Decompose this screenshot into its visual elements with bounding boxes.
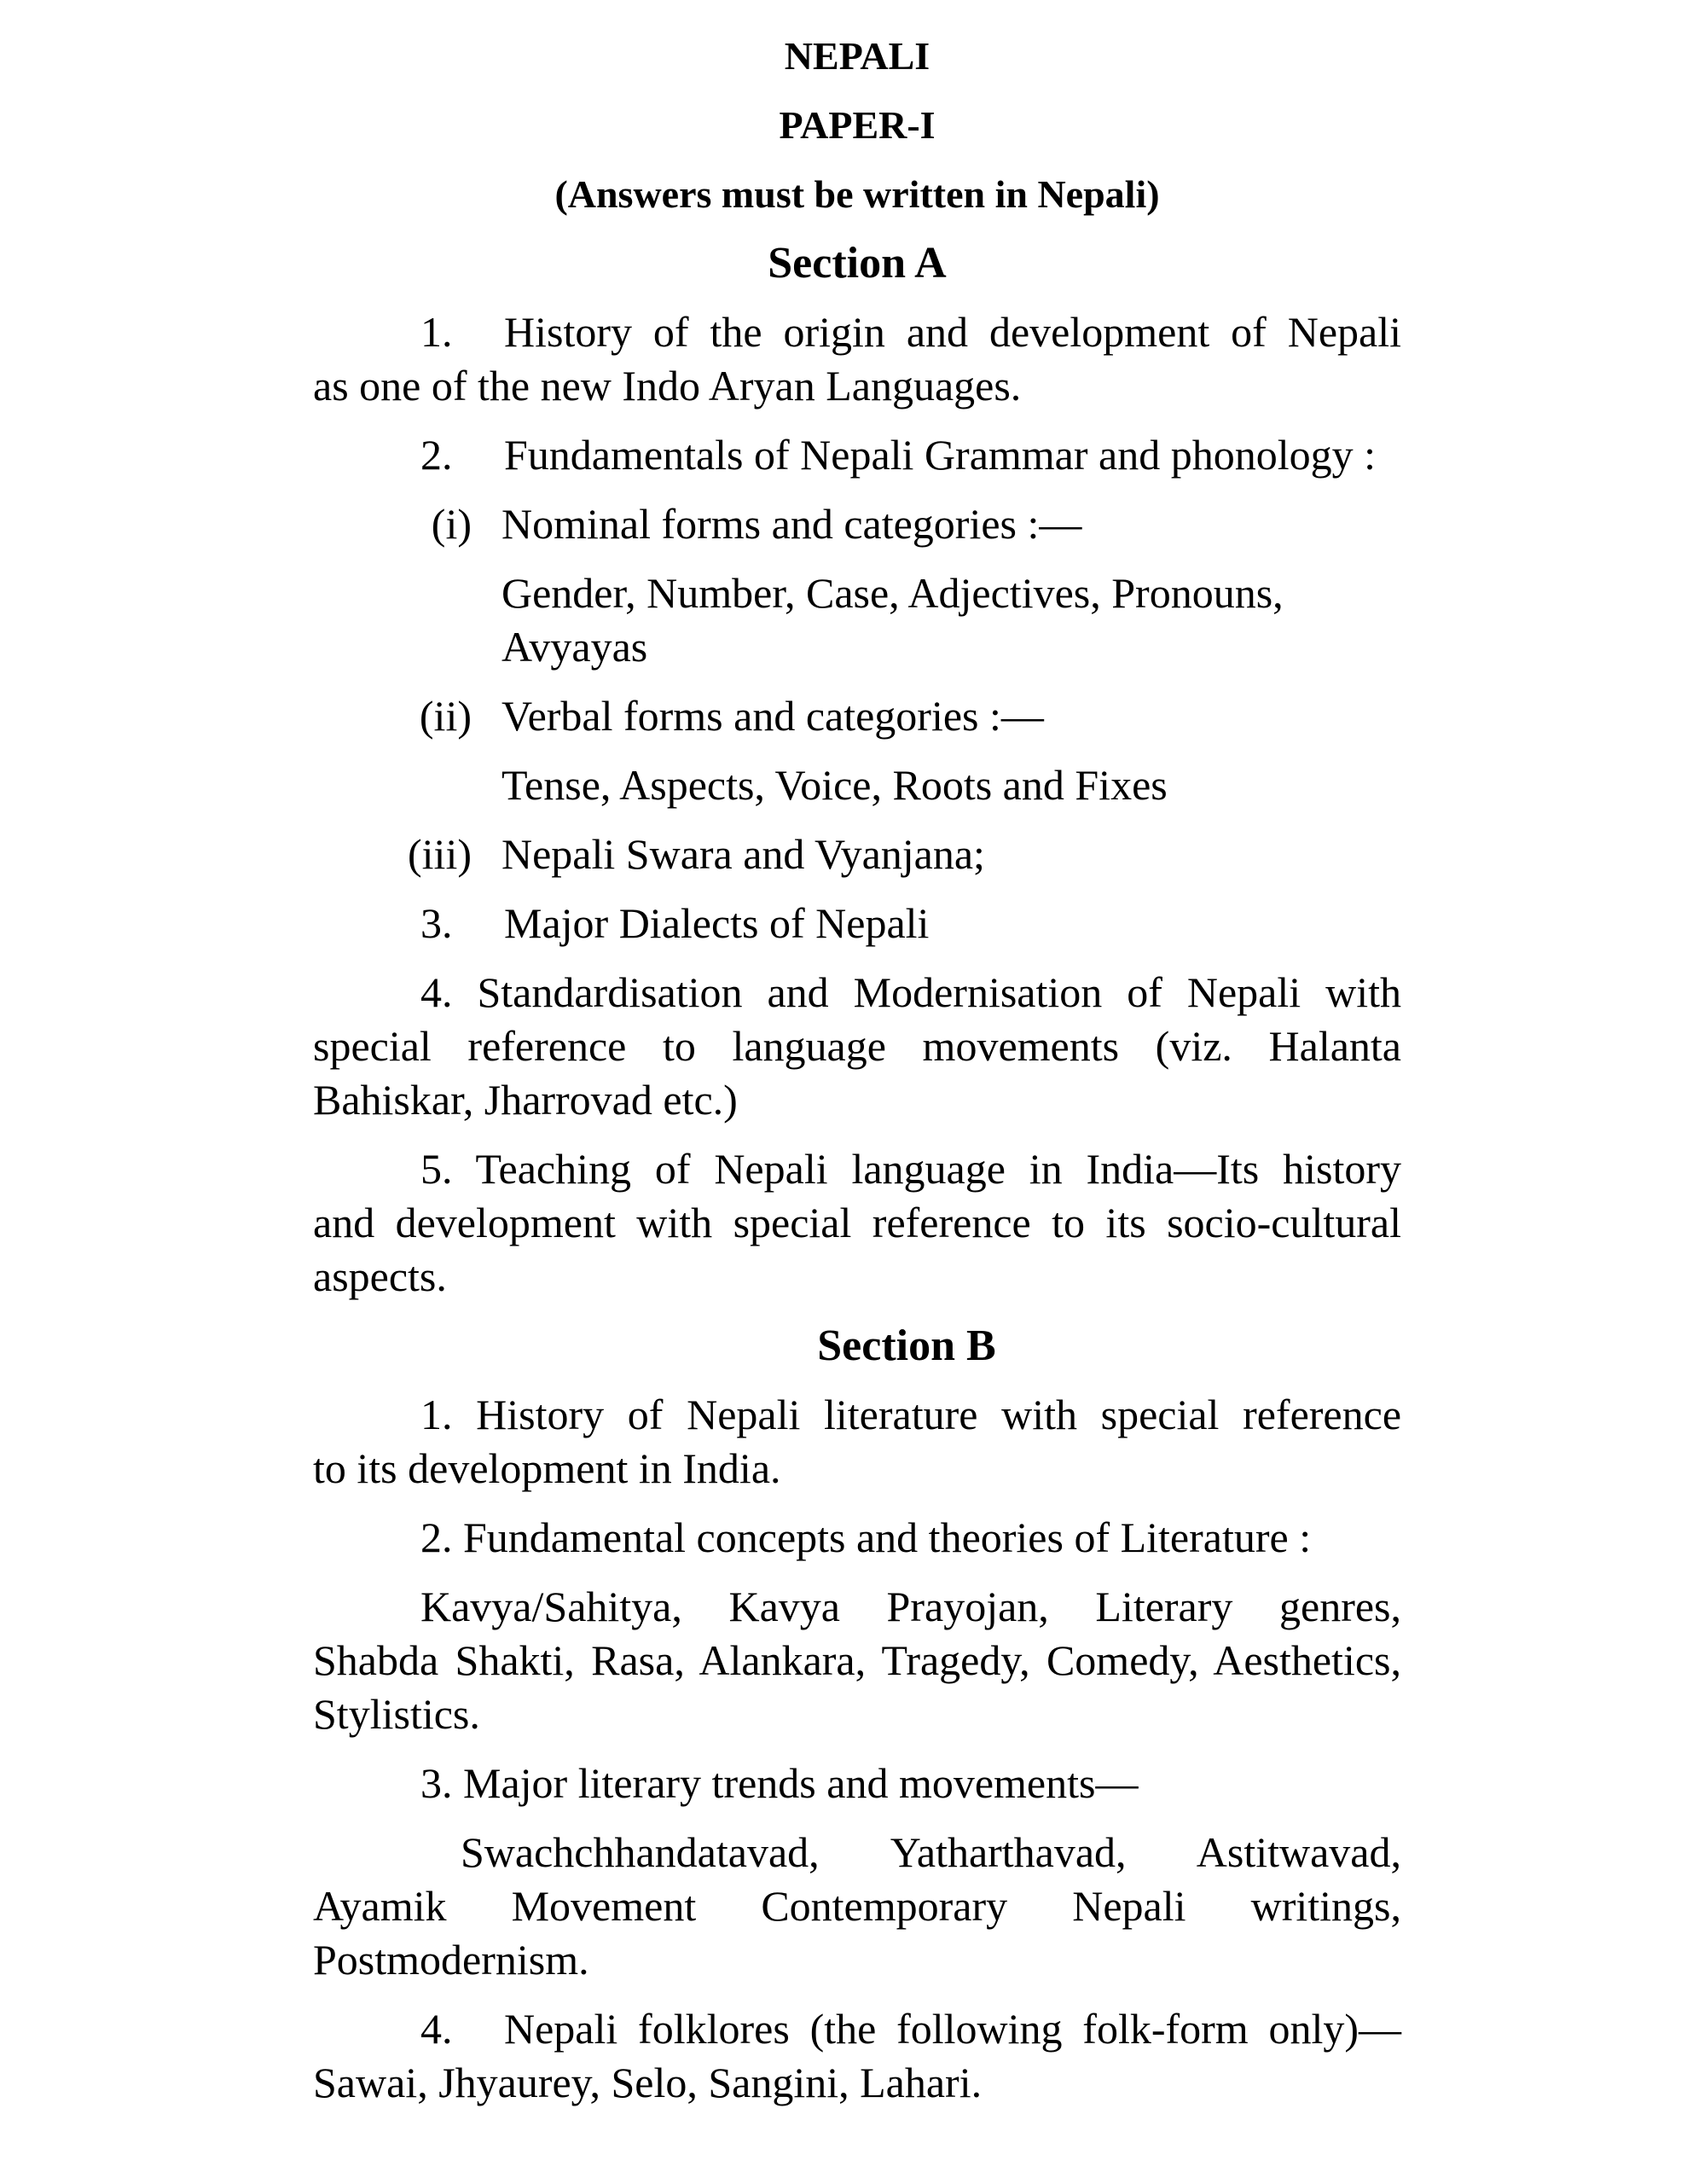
item-line	[313, 689, 1401, 743]
item-number: 1.	[420, 308, 453, 356]
item-number: 1.	[420, 1391, 453, 1438]
section-a-sub-item-i-details	[313, 566, 1401, 674]
section-a-sub-item-i	[313, 497, 1401, 551]
item-line: and development with special reference to its socio-cultural	[313, 1199, 1401, 1246]
item-line: Stylistics.	[313, 1690, 480, 1738]
item-text: Fundamental concepts and theories of Literature :	[463, 1513, 1312, 1561]
item-line: Postmodernism.	[313, 1936, 589, 1984]
item-text: Verbal forms and categories :—	[501, 692, 1044, 740]
item-text: Nominal forms and categories :—	[501, 500, 1082, 548]
item-text: Major Dialects of Nepali	[504, 899, 930, 947]
item-text: Teaching of Nepali language in India—Its history	[475, 1145, 1401, 1193]
item-line: as one of the new Indo Aryan Languages.	[313, 362, 1022, 410]
item-line: Bahiskar, Jharrovad etc.)	[313, 1076, 738, 1124]
item-line: Swachchhandatavad, Yatharthavad, Astitwavad,	[461, 1828, 1401, 1876]
section-a-item-2	[313, 428, 1401, 482]
section-a-item-4	[313, 966, 1401, 1127]
sub-item-label: (ii)	[419, 692, 472, 740]
instruction-note: (Answers must be written in Nepali)	[554, 172, 1160, 216]
section-b-item-2-details	[313, 1580, 1401, 1741]
item-line	[313, 1511, 1401, 1565]
item-text: Fundamentals of Nepali Grammar and phonology :	[504, 431, 1376, 479]
section-b-item-2	[313, 1511, 1401, 1565]
item-line: Sawai, Jhyaurey, Selo, Sangini, Lahari.	[313, 2059, 983, 2106]
paper-title: PAPER-I	[779, 103, 936, 147]
item-line: Shabda Shakti, Rasa, Alankara, Tragedy, Comedy, Aesthetics,	[313, 1636, 1401, 1684]
item-number: 5.	[420, 1145, 453, 1193]
section-a-item-5	[313, 1142, 1401, 1304]
item-number: 3.	[420, 1759, 453, 1807]
item-line: Ayamik Movement Contemporary Nepali writings,	[313, 1882, 1401, 1930]
item-text: History of the origin and development of Nepali	[504, 308, 1401, 356]
section-b-item-3	[313, 1757, 1401, 1810]
section-b-heading: Section B	[817, 1321, 996, 1370]
item-line	[313, 497, 1401, 551]
item-line: Tense, Aspects, Voice, Roots and Fixes	[501, 761, 1168, 809]
item-line	[313, 1388, 1401, 1442]
item-line	[313, 428, 1401, 482]
item-text: Nepali Swara and Vyanjana;	[501, 830, 985, 878]
item-line	[313, 897, 1401, 950]
item-line	[313, 2002, 1401, 2056]
section-a-heading: Section A	[768, 239, 947, 288]
item-number: 4.	[420, 2005, 453, 2053]
item-line	[313, 828, 1401, 881]
item-number: 4.	[420, 968, 453, 1016]
sub-item-label: (iii)	[408, 830, 472, 878]
item-text: Major literary trends and movements—	[463, 1759, 1139, 1807]
section-a-item-1	[313, 305, 1401, 413]
section-a-item-3	[313, 897, 1401, 950]
section-b-item-1	[313, 1388, 1401, 1496]
item-line: Gender, Number, Case, Adjectives, Pronouns,	[501, 569, 1284, 617]
item-number: 2.	[420, 431, 453, 479]
page-title: NEPALI	[784, 34, 930, 78]
item-line: special reference to language movements (viz. Halanta	[313, 1022, 1401, 1070]
item-line	[313, 1757, 1401, 1810]
item-text: Nepali folklores (the following folk-form only)—	[504, 2005, 1401, 2053]
item-line: aspects.	[313, 1252, 447, 1300]
item-line: to its development in India.	[313, 1444, 781, 1492]
item-text: Standardisation and Modernisation of Nepali with	[477, 968, 1401, 1016]
section-b-item-3-details	[313, 1826, 1401, 1987]
item-line: Avyayas	[501, 623, 648, 671]
item-text: History of Nepali literature with special reference	[476, 1391, 1402, 1438]
item-line	[313, 966, 1401, 1019]
section-b-item-4	[313, 2002, 1401, 2110]
section-a-sub-item-ii	[313, 689, 1401, 743]
sub-item-label: (i)	[431, 500, 472, 548]
item-number: 2.	[420, 1513, 453, 1561]
item-line	[313, 305, 1401, 359]
item-line	[313, 1142, 1401, 1196]
section-a-sub-item-ii-details	[313, 758, 1401, 812]
section-a-sub-item-iii	[313, 828, 1401, 881]
item-line: Kavya/Sahitya, Kavya Prayojan, Literary genres,	[420, 1583, 1401, 1630]
item-number: 3.	[420, 899, 453, 947]
